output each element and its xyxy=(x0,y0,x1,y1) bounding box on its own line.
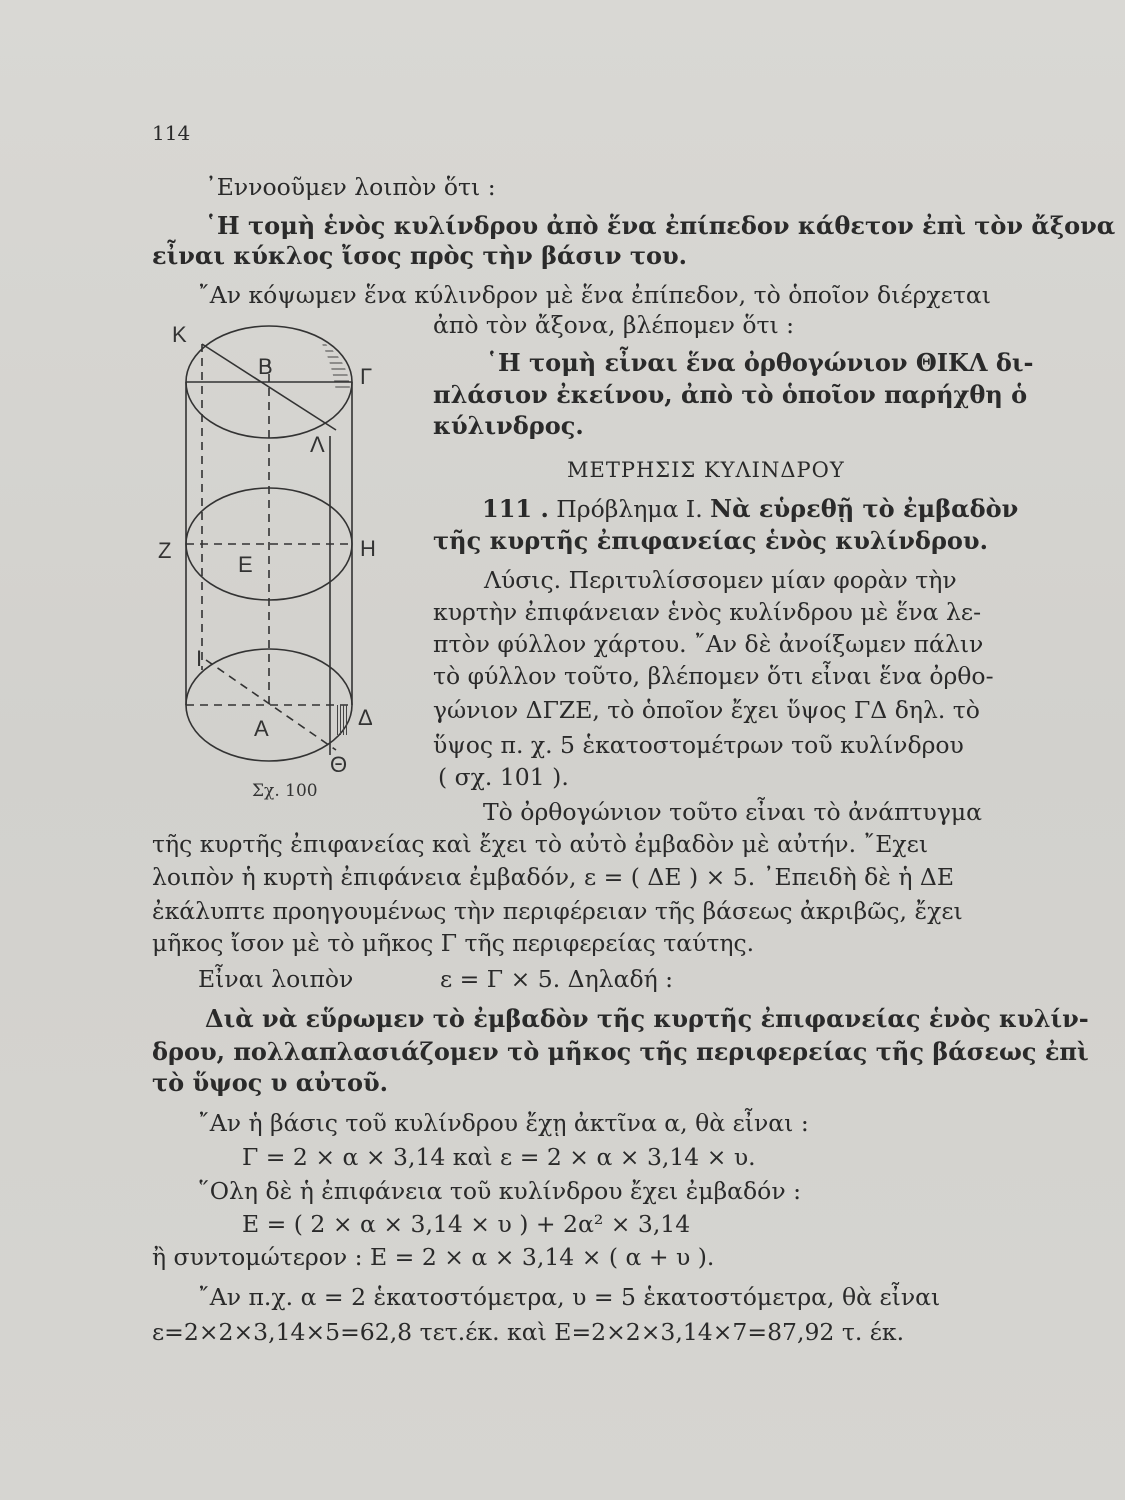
theorem-line: πλάσιον ἐκείνου, ἀπὸ τὸ ὁποῖον παρήχθη ὁ xyxy=(433,380,1028,409)
text-line: γώνιον ΔΓΖΕ, τὸ ὁποῖον ἔχει ὕψος ΓΔ δηλ. τὸ xyxy=(433,696,980,724)
formula-line: ε = Γ × 5. Δηλαδή : xyxy=(440,965,674,993)
text-line: ἀπὸ τὸν ἄξονα, βλέπομεν ὅτι : xyxy=(433,311,795,339)
text-line: ( σχ. 101 ). xyxy=(438,763,569,791)
problem-statement: Νὰ εὑρεθῇ τὸ ἐμβαδὸν xyxy=(710,494,1019,523)
text-line: ῎Αν ἡ βάσις τοῦ κυλίνδρου ἔχῃ ἀκτῖνα α, θὰ εἶναι : xyxy=(198,1109,809,1137)
label-i: Ι xyxy=(196,646,203,671)
bottom-shading xyxy=(335,705,349,735)
figure-caption: Σχ. 100 xyxy=(252,781,318,801)
text-line: Λύσις. Περιτυλίσσομεν μίαν φορὰν τὴν xyxy=(484,566,957,594)
label-h: Η xyxy=(360,536,376,561)
label-k: Κ xyxy=(172,322,187,347)
formula-line: ε=2×2×3,14×5=62,8 τετ.έκ. καὶ Ε=2×2×3,14×7=87,92 τ. έκ. xyxy=(152,1318,905,1346)
problem-number: 111 . xyxy=(482,494,549,523)
text-line: τῆς κυρτῆς ἐπιφανείας καὶ ἔχει τὸ αὐτὸ ἐμβαδὸν μὲ αὐτήν. ῎Εχει xyxy=(152,830,929,858)
text-line: ῎Αν π.χ. α = 2 ἑκατοστόμετρα, υ = 5 ἑκατοστόμετρα, θὰ εἶναι xyxy=(198,1283,941,1311)
page-number: 114 xyxy=(152,121,191,145)
text-line: πτὸν φύλλον χάρτου. ῎Αν δὲ ἀνοίξωμεν πάλιν xyxy=(433,630,984,658)
text-line: κυρτὴν ἐπιφάνειαν ἑνὸς κυλίνδρου μὲ ἕνα λε- xyxy=(433,598,982,626)
label-b: Β xyxy=(258,354,273,379)
label-z: Ζ xyxy=(158,538,172,563)
text-line: ῎Αν κόψωμεν ἕνα κύλινδρον μὲ ἕνα ἐπίπεδον, τὸ ὁποῖον διέρχεται xyxy=(198,281,991,309)
text-line: Τὸ ὀρθογώνιον τοῦτο εἶναι τὸ ἀνάπτυγμα xyxy=(483,798,983,826)
label-e: Ε xyxy=(238,552,253,577)
label-d: Δ xyxy=(358,705,373,730)
text-line: ἐκάλυπτε προηγουμένως τὴν περιφέρειαν τῆς βάσεως ἀκριβῶς, ἔχει xyxy=(152,897,963,925)
text-line: λοιπὸν ἡ κυρτὴ ἐπιφάνεια ἐμβαδόν, ε = ( ΔΕ ) × 5. ᾿Επειδὴ δὲ ἡ ΔΕ xyxy=(152,863,955,891)
rule-line: τὸ ὕψος υ αὐτοῦ. xyxy=(152,1068,389,1097)
theorem-line: ῾Η τομὴ ἑνὸς κυλίνδρου ἀπὸ ἕνα ἐπίπεδον κάθετον ἐπὶ τὸν ἄξονα xyxy=(205,211,1116,240)
label-a: Α xyxy=(254,716,269,741)
rule-line: δρου, πολλαπλασιάζομεν τὸ μῆκος τῆς περιφερείας τῆς βάσεως ἐπὶ xyxy=(152,1037,1089,1066)
text-line: ὕψος π. χ. 5 ἑκατοστομέτρων τοῦ κυλίνδρου xyxy=(433,731,964,759)
formula-line: Γ = 2 × α × 3,14 καὶ ε = 2 × α × 3,14 × υ. xyxy=(242,1143,756,1171)
label-g: Γ xyxy=(360,364,373,389)
theorem-line: ῾Η τομὴ εἶναι ἕνα ὀρθογώνιον ΘΙΚΛ δι- xyxy=(486,348,1034,377)
problem-title xyxy=(482,494,1018,524)
label-th: Θ xyxy=(330,752,348,777)
cylinder-figure xyxy=(150,300,390,810)
theorem-line: εἶναι κύκλος ἴσος πρὸς τὴν βάσιν του. xyxy=(152,241,688,270)
problem-statement-line: τῆς κυρτῆς ἐπιφανείας ἑνὸς κυλίνδρου. xyxy=(433,526,988,555)
text-line: Εἶναι λοιπὸν xyxy=(198,965,354,993)
label-l: Λ xyxy=(310,432,325,457)
problem-label: Πρόβλημα Ι. xyxy=(548,495,711,523)
text-line: τὸ φύλλον τοῦτο, βλέπομεν ὅτι εἶναι ἕνα ὀρθο- xyxy=(433,662,994,690)
text-line: ῞Ολη δὲ ἡ ἐπιφάνεια τοῦ κυλίνδρου ἔχει ἐμβαδόν : xyxy=(198,1177,802,1205)
theorem-line: κύλινδρος. xyxy=(433,411,584,440)
rule-line: Διὰ νὰ εὕρωμεν τὸ ἐμβαδὸν τῆς κυρτῆς ἐπιφανείας ἑνὸς κυλίν- xyxy=(205,1004,1089,1033)
formula-line: Ε = ( 2 × α × 3,14 × υ ) + 2α² × 3,14 xyxy=(242,1210,691,1238)
text-line: ᾿Εννοοῦμεν λοιπὸν ὅτι : xyxy=(205,173,496,201)
section-heading: ΜΕΤΡΗΣΙΣ ΚΥΛΙΝΔΡΟΥ xyxy=(567,458,845,482)
text-line: ἢ συντομώτερον : Ε = 2 × α × 3,14 × ( α + υ ). xyxy=(152,1243,715,1271)
text-line: μῆκος ἴσον μὲ τὸ μῆκος Γ τῆς περιφερείας ταύτης. xyxy=(152,929,755,957)
